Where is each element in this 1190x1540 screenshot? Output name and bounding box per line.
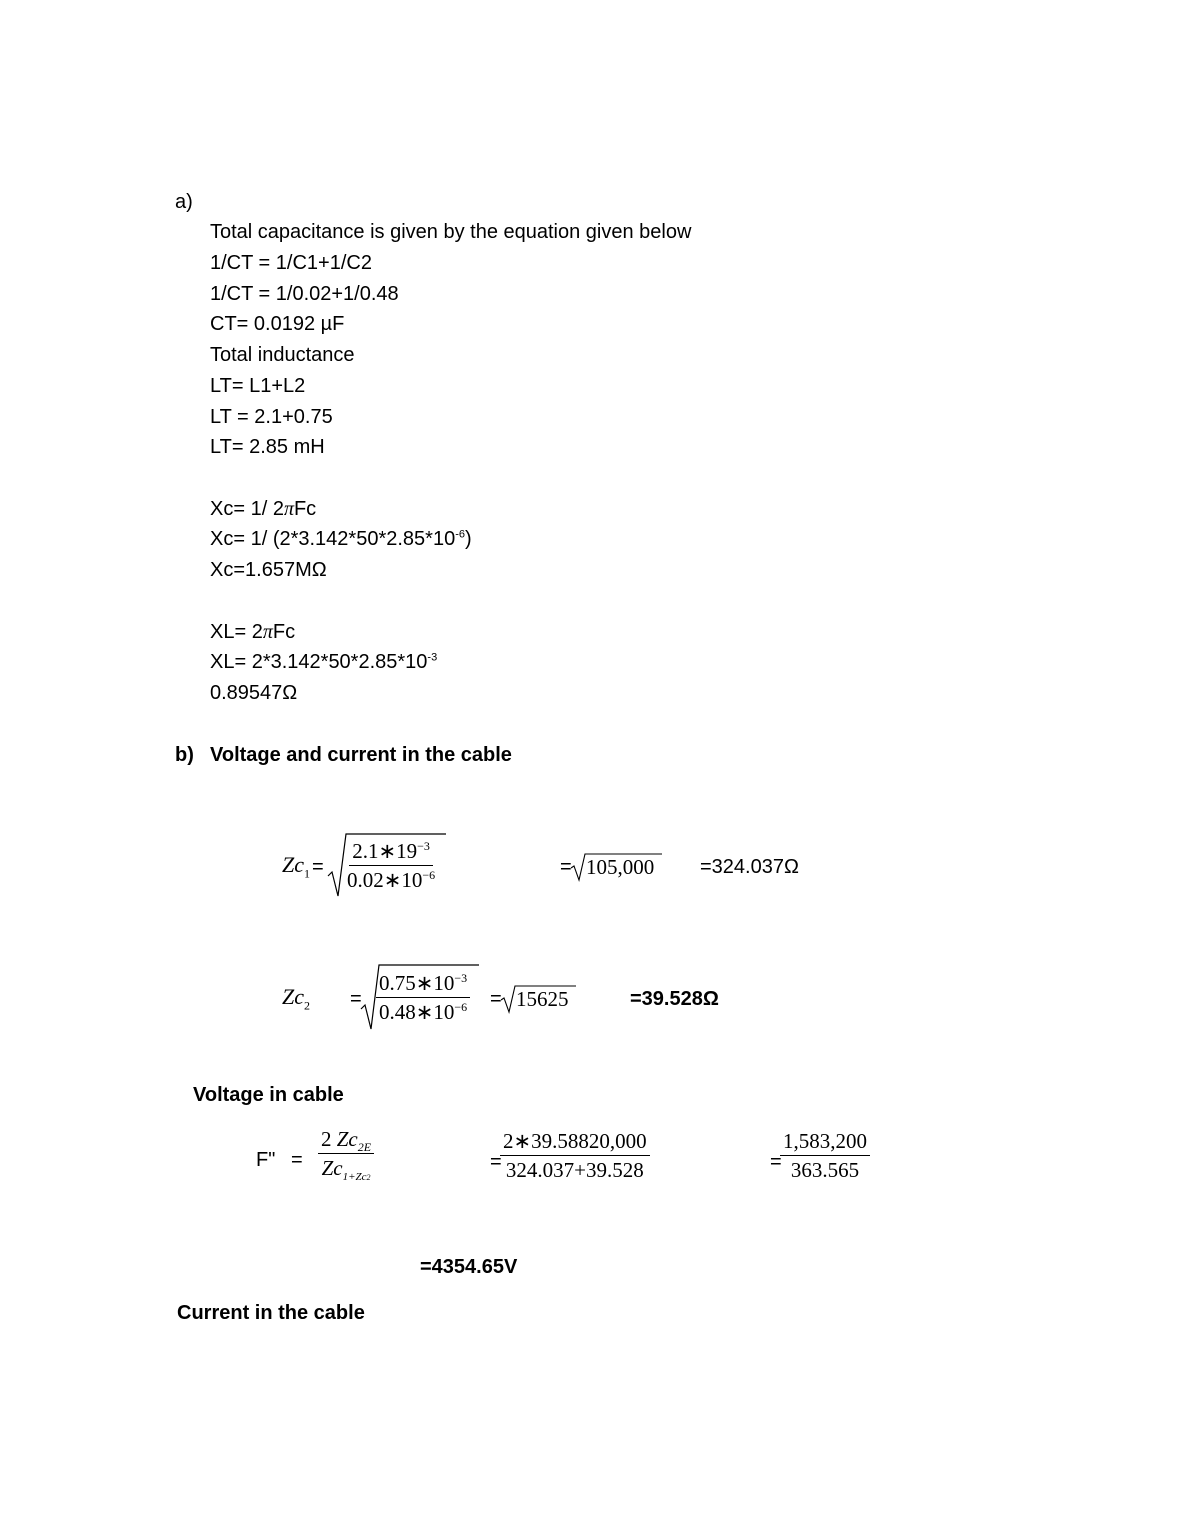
text-line: Total capacitance is given by the equation given below <box>210 221 692 243</box>
text-line: CT= 0.0192 µF <box>210 313 345 335</box>
pi-symbol: π <box>283 498 294 520</box>
xl-calc-exponent: -3 <box>427 651 438 664</box>
xc-calc-exponent: -6 <box>455 528 465 541</box>
text-line: LT = 2.1+0.75 <box>210 406 333 428</box>
voltage-formula-fraction <box>318 1126 374 1184</box>
xl-formula <box>210 620 295 644</box>
zc1-step-value: 105,000 <box>586 855 655 879</box>
zc2-lhs <box>282 984 310 1013</box>
voltage-step1-num: 2∗39.58820,000 <box>500 1128 650 1156</box>
xc-result: Xc=1.657MΩ <box>210 559 327 581</box>
text-line: LT= 2.85 mH <box>210 436 325 458</box>
voltage-formula-coef: 2 <box>321 1127 332 1151</box>
zc2-step-value: 15625 <box>516 987 569 1011</box>
voltage-formula-num-var: Zc <box>336 1127 358 1151</box>
voltage-formula-num-sub: 2E <box>357 1140 372 1155</box>
zc2-equals: = <box>350 988 362 1010</box>
zc2-numerator-exp: −3 <box>454 971 468 985</box>
xl-formula-prefix: XL= 2 <box>210 621 263 643</box>
voltage-step1-den: 324.037+39.528 <box>505 1158 644 1182</box>
zc1-fraction <box>344 838 438 893</box>
zc1-numerator-exp: −3 <box>417 839 430 853</box>
xc-calc-suffix: ) <box>464 528 472 550</box>
zc2-fraction <box>376 970 470 1025</box>
voltage-step2-den: 363.565 <box>790 1158 860 1182</box>
zc2-result: =39.528Ω <box>630 988 719 1010</box>
xc-calc <box>210 527 472 551</box>
voltage-formula-den-var: Zc <box>321 1156 343 1180</box>
voltage-equals: = <box>291 1149 303 1171</box>
zc1-step-equals: = <box>560 856 572 878</box>
voltage-heading: Voltage in cable <box>193 1084 344 1106</box>
zc1-result: =324.037Ω <box>700 856 799 878</box>
pi-symbol: π <box>262 621 273 643</box>
xc-formula-suffix: Fc <box>293 498 317 520</box>
text-line: LT= L1+L2 <box>210 375 306 397</box>
voltage-step1-equals: = <box>490 1151 502 1173</box>
xl-result: 0.89547Ω <box>210 682 298 704</box>
xl-formula-suffix: Fc <box>272 621 296 643</box>
text-line: 1/CT = 1/0.02+1/0.48 <box>210 283 399 305</box>
voltage-step2-num: 1,583,200 <box>780 1128 870 1156</box>
text-line: Total inductance <box>210 344 355 366</box>
part-a-label: a) <box>175 191 193 213</box>
voltage-step1-fraction <box>500 1128 650 1183</box>
zc1-numerator: 2.1∗19 <box>352 839 418 863</box>
zc2-var: Zc <box>282 984 304 1009</box>
zc1-var: Zc <box>282 852 304 877</box>
voltage-step2-fraction <box>780 1128 870 1183</box>
xc-formula-prefix: Xc= 1/ 2 <box>210 498 284 520</box>
zc1-denominator-exp: −6 <box>422 868 436 882</box>
voltage-lhs: F" <box>256 1149 276 1171</box>
zc2-numerator: 0.75∗10 <box>379 971 455 995</box>
xc-calc-prefix: Xc= 1/ (2*3.142*50*2.85*10 <box>210 528 456 550</box>
xc-formula <box>210 497 316 521</box>
xl-calc-prefix: XL= 2*3.142*50*2.85*10 <box>210 651 428 673</box>
zc1-lhs <box>282 852 310 881</box>
part-b-heading: Voltage and current in the cable <box>210 744 512 766</box>
zc2-denominator: 0.48∗10 <box>379 1000 455 1024</box>
voltage-formula-den-sub: 1+Zc <box>342 1171 367 1184</box>
zc1-sub: 1 <box>304 866 310 881</box>
text-line: 1/CT = 1/C1+1/C2 <box>210 252 372 274</box>
voltage-formula-den-sub2: 2 <box>366 1173 371 1183</box>
xl-calc <box>210 650 437 674</box>
voltage-result: =4354.65V <box>420 1256 518 1278</box>
zc2-denominator-exp: −6 <box>454 1000 468 1014</box>
zc1-denominator: 0.02∗10 <box>347 868 423 892</box>
zc2-step-equals: = <box>490 988 502 1010</box>
part-b-label: b) <box>175 744 194 766</box>
voltage-step2-equals: = <box>770 1151 782 1173</box>
zc2-sub: 2 <box>304 998 310 1013</box>
current-heading: Current in the cable <box>177 1302 365 1324</box>
zc1-equals: = <box>312 856 324 878</box>
